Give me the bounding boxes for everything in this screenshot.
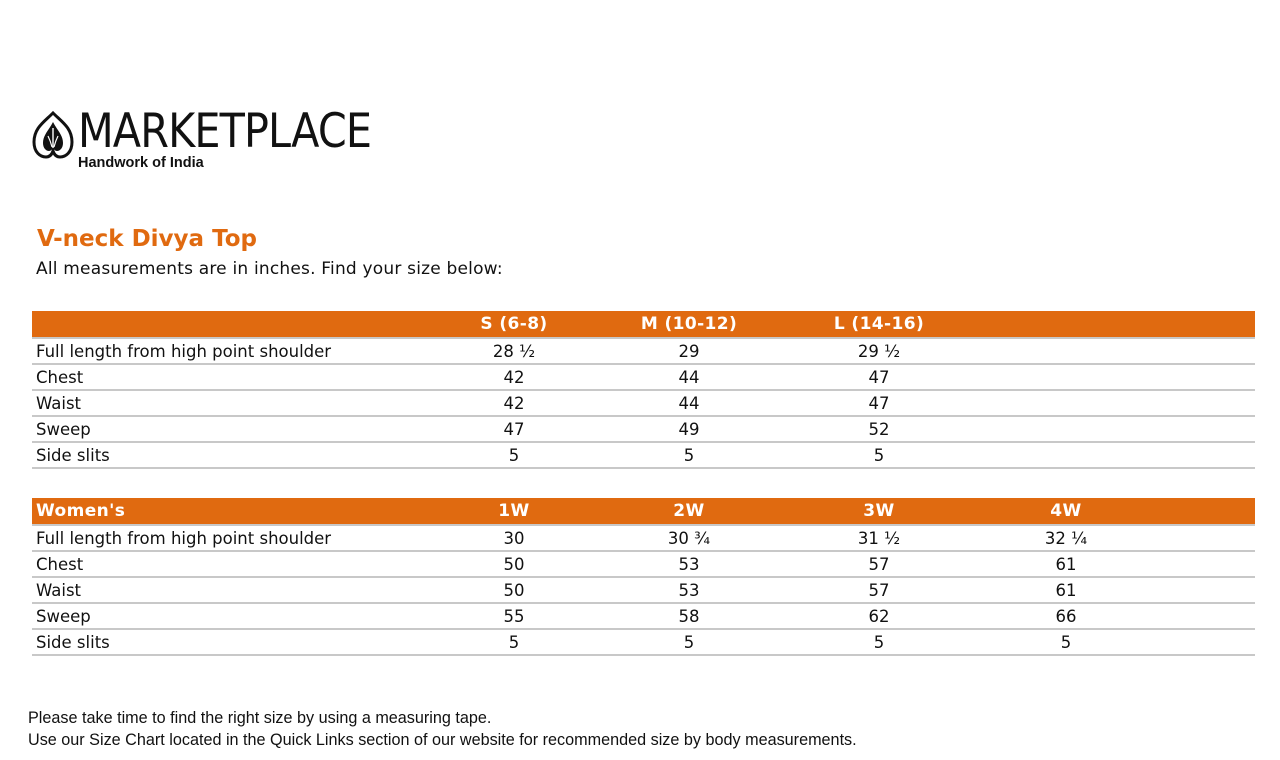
- header-cell: 4W: [979, 498, 1153, 525]
- table-row: [32, 364, 1255, 390]
- table-row: [32, 338, 1255, 364]
- note-measuring-tape: Please take time to find the right size by using a measuring tape.: [28, 709, 492, 727]
- header-cell: 1W: [429, 498, 599, 525]
- header-cell: M (10-12): [599, 311, 779, 338]
- table-cell: 31 ½: [779, 525, 979, 551]
- table-cell: 62: [779, 603, 979, 629]
- table-cell: 44: [599, 390, 779, 416]
- table-row: [32, 629, 1255, 655]
- table-cell: 44: [599, 364, 779, 390]
- table-cell: 57: [779, 577, 979, 603]
- table-header-row: [32, 311, 1255, 338]
- table-row: [32, 416, 1255, 442]
- header-cell: [1153, 498, 1255, 525]
- table-cell: 47: [779, 364, 979, 390]
- table-row: [32, 551, 1255, 577]
- header-cell: 2W: [599, 498, 779, 525]
- measurement-label: Side slits: [32, 442, 429, 468]
- table-cell: [979, 364, 1153, 390]
- table-row: [32, 603, 1255, 629]
- lotus-logo-icon: [30, 110, 76, 160]
- product-title: V-neck Divya Top: [37, 226, 257, 252]
- measurement-label: Waist: [32, 390, 429, 416]
- table-cell: 52: [779, 416, 979, 442]
- measurement-label: Waist: [32, 577, 429, 603]
- table-cell: [1153, 603, 1255, 629]
- header-cell: Women's: [32, 498, 429, 525]
- table-cell: 5: [429, 442, 599, 468]
- table-cell: 49: [599, 416, 779, 442]
- table-cell: 47: [779, 390, 979, 416]
- table-cell: [979, 416, 1153, 442]
- brand-tagline: Handwork of India: [78, 155, 204, 171]
- table-cell: [979, 390, 1153, 416]
- table-row: [32, 442, 1255, 468]
- header-cell: [32, 311, 429, 338]
- table-cell: [1153, 338, 1255, 364]
- womens-size-table: [32, 498, 1255, 656]
- header-cell: [1153, 311, 1255, 338]
- table-row: [32, 390, 1255, 416]
- table-cell: 50: [429, 551, 599, 577]
- table-row: [32, 577, 1255, 603]
- table-cell: 30 ¾: [599, 525, 779, 551]
- note-size-chart: Use our Size Chart located in the Quick Links section of our website for recommended size by body measurements.: [28, 731, 857, 749]
- table-cell: 61: [979, 577, 1153, 603]
- table-cell: 5: [979, 629, 1153, 655]
- table-cell: 53: [599, 551, 779, 577]
- table-cell: 5: [429, 629, 599, 655]
- table-cell: 58: [599, 603, 779, 629]
- table-row: [32, 525, 1255, 551]
- table-cell: 53: [599, 577, 779, 603]
- table-cell: 55: [429, 603, 599, 629]
- table-cell: 47: [429, 416, 599, 442]
- table-cell: [1153, 551, 1255, 577]
- measurement-label: Sweep: [32, 416, 429, 442]
- header-cell: 3W: [779, 498, 979, 525]
- measurement-label: Full length from high point shoulder: [32, 338, 429, 364]
- regular-size-table: [32, 311, 1255, 469]
- table-cell: [1153, 390, 1255, 416]
- table-cell: [1153, 525, 1255, 551]
- table-cell: 29: [599, 338, 779, 364]
- table-header-row: [32, 498, 1255, 525]
- table-cell: 42: [429, 364, 599, 390]
- header-cell: [979, 311, 1153, 338]
- table-cell: 42: [429, 390, 599, 416]
- table-cell: 5: [599, 629, 779, 655]
- table-cell: 32 ¼: [979, 525, 1153, 551]
- table-cell: [979, 442, 1153, 468]
- table-cell: 29 ½: [779, 338, 979, 364]
- table-cell: 61: [979, 551, 1153, 577]
- brand-logo: [28, 106, 408, 176]
- table-cell: 28 ½: [429, 338, 599, 364]
- table-cell: 57: [779, 551, 979, 577]
- measurement-label: Sweep: [32, 603, 429, 629]
- table-cell: [1153, 442, 1255, 468]
- product-subtitle: All measurements are in inches. Find your size below:: [36, 259, 503, 279]
- table-cell: 5: [779, 442, 979, 468]
- measurement-label: Chest: [32, 551, 429, 577]
- table-cell: 5: [779, 629, 979, 655]
- table-cell: 50: [429, 577, 599, 603]
- table-cell: 30: [429, 525, 599, 551]
- table-cell: [1153, 577, 1255, 603]
- table-cell: [1153, 416, 1255, 442]
- table-cell: [1153, 364, 1255, 390]
- measurement-label: Full length from high point shoulder: [32, 525, 429, 551]
- brand-name: MARKETPLACE: [78, 104, 372, 159]
- header-cell: S (6-8): [429, 311, 599, 338]
- measurement-label: Chest: [32, 364, 429, 390]
- table-cell: [979, 338, 1153, 364]
- table-cell: 5: [599, 442, 779, 468]
- table-cell: 66: [979, 603, 1153, 629]
- table-cell: [1153, 629, 1255, 655]
- header-cell: L (14-16): [779, 311, 979, 338]
- measurement-label: Side slits: [32, 629, 429, 655]
